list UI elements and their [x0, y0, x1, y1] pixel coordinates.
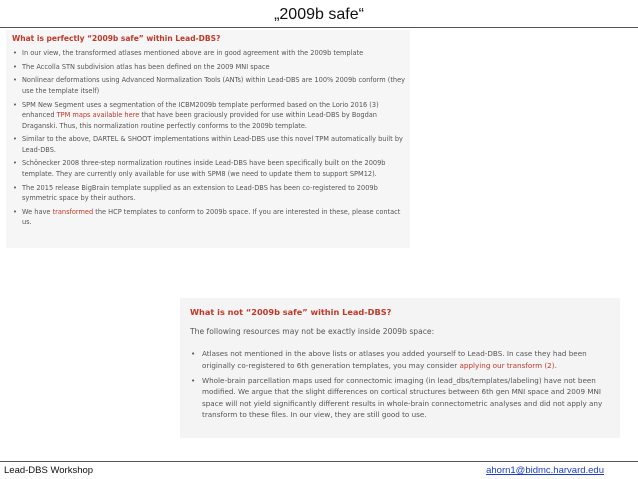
- transformed-link[interactable]: transformed: [52, 207, 94, 216]
- list-item: [190, 375, 618, 421]
- list-item: [12, 158, 408, 179]
- list-item: [12, 207, 408, 228]
- list-item: [12, 62, 408, 73]
- not-safe-section-heading: What is not “2009b safe” within Lead-DBS?: [190, 307, 392, 317]
- list-item: [12, 183, 408, 204]
- footer-divider: [0, 461, 638, 462]
- list-item-text: the HCP templates to conform to 2009b space. If you are interested in these, please contact us.: [22, 207, 401, 227]
- list-item-text: that have been graciously provided for use within Lead-DBS by Bogdan Draganski. Thus, this normalization routine perfectly conforms to the 2009b template.: [22, 111, 377, 130]
- list-item-text: Whole-brain parcellation maps used for connectomic imaging (in lead_dbs/templates/labeling) have not been modified. We argue that the slight differences on cortical structures between 6th gen MNI space and 2009 MNI space will not yield significantly different results in whole-brain connectometric analyses and did not apply any transform to these files. In our view, they are still good to use.: [202, 375, 603, 419]
- safe-section-panel: [6, 30, 410, 248]
- list-item: [190, 348, 618, 371]
- list-item-text: We have: [22, 207, 53, 216]
- safe-list: [12, 48, 408, 231]
- tpm-maps-link[interactable]: TPM maps available here: [56, 111, 140, 120]
- footer-workshop-label: Lead-DBS Workshop: [4, 465, 94, 476]
- not-safe-list: [190, 348, 618, 424]
- list-item-text: Schönecker 2008 three-step normalization routines inside Lead-DBS have been specifically built on the 2009b template. They are currently only available for use with SPM8 (we need to update them to support SPM12).: [22, 159, 386, 178]
- list-item-text: The 2015 release BigBrain template supplied as an extension to Lead-DBS has been co-registered to 2009b symmetric space by their authors.: [22, 183, 378, 203]
- apply-transform-link[interactable]: applying our transform (2): [459, 360, 555, 370]
- list-item: [12, 48, 408, 59]
- not-safe-intro: The following resources may not be exactly inside 2009b space:: [190, 327, 435, 336]
- list-item-text: .: [554, 360, 557, 370]
- list-item-text: Similar to the above, DARTEL & SHOOT implementations within Lead-DBS use this novel TPM automatically built by Lead-DBS.: [22, 135, 403, 154]
- list-item-text: The Accolla STN subdivision atlas has been defined on the 2009 MNI space: [22, 62, 270, 71]
- title-divider: [0, 27, 638, 28]
- footer-email-link[interactable]: ahorn1@bidmc.harvard.edu: [486, 465, 604, 476]
- slide-title: „2009b safe“: [274, 6, 364, 23]
- list-item: [12, 75, 408, 96]
- list-item-text: Atlases not mentioned in the above lists or atlases you added yourself to Lead-DBS. In case they had been originally co-registered to 6th generation templates, you may consider: [202, 349, 587, 370]
- not-safe-section-panel: [180, 298, 620, 438]
- list-item: [12, 100, 408, 132]
- list-item-text: Nonlinear deformations using Advanced Normalization Tools (ANTs) within Lead-DBS are 100% 2009b conform (they use the template itself): [22, 76, 406, 95]
- list-item: [12, 134, 408, 155]
- safe-section-heading: What is perfectly “2009b safe” within Lead-DBS?: [12, 34, 221, 43]
- list-item-text: In our view, the transformed atlases mentioned above are in good agreement with the 2009b template: [22, 49, 364, 57]
- list-item-text: SPM New Segment uses a segmentation of the ICBM2009b template performed based on the Lorio 2016 (3) enhanced: [22, 100, 379, 120]
